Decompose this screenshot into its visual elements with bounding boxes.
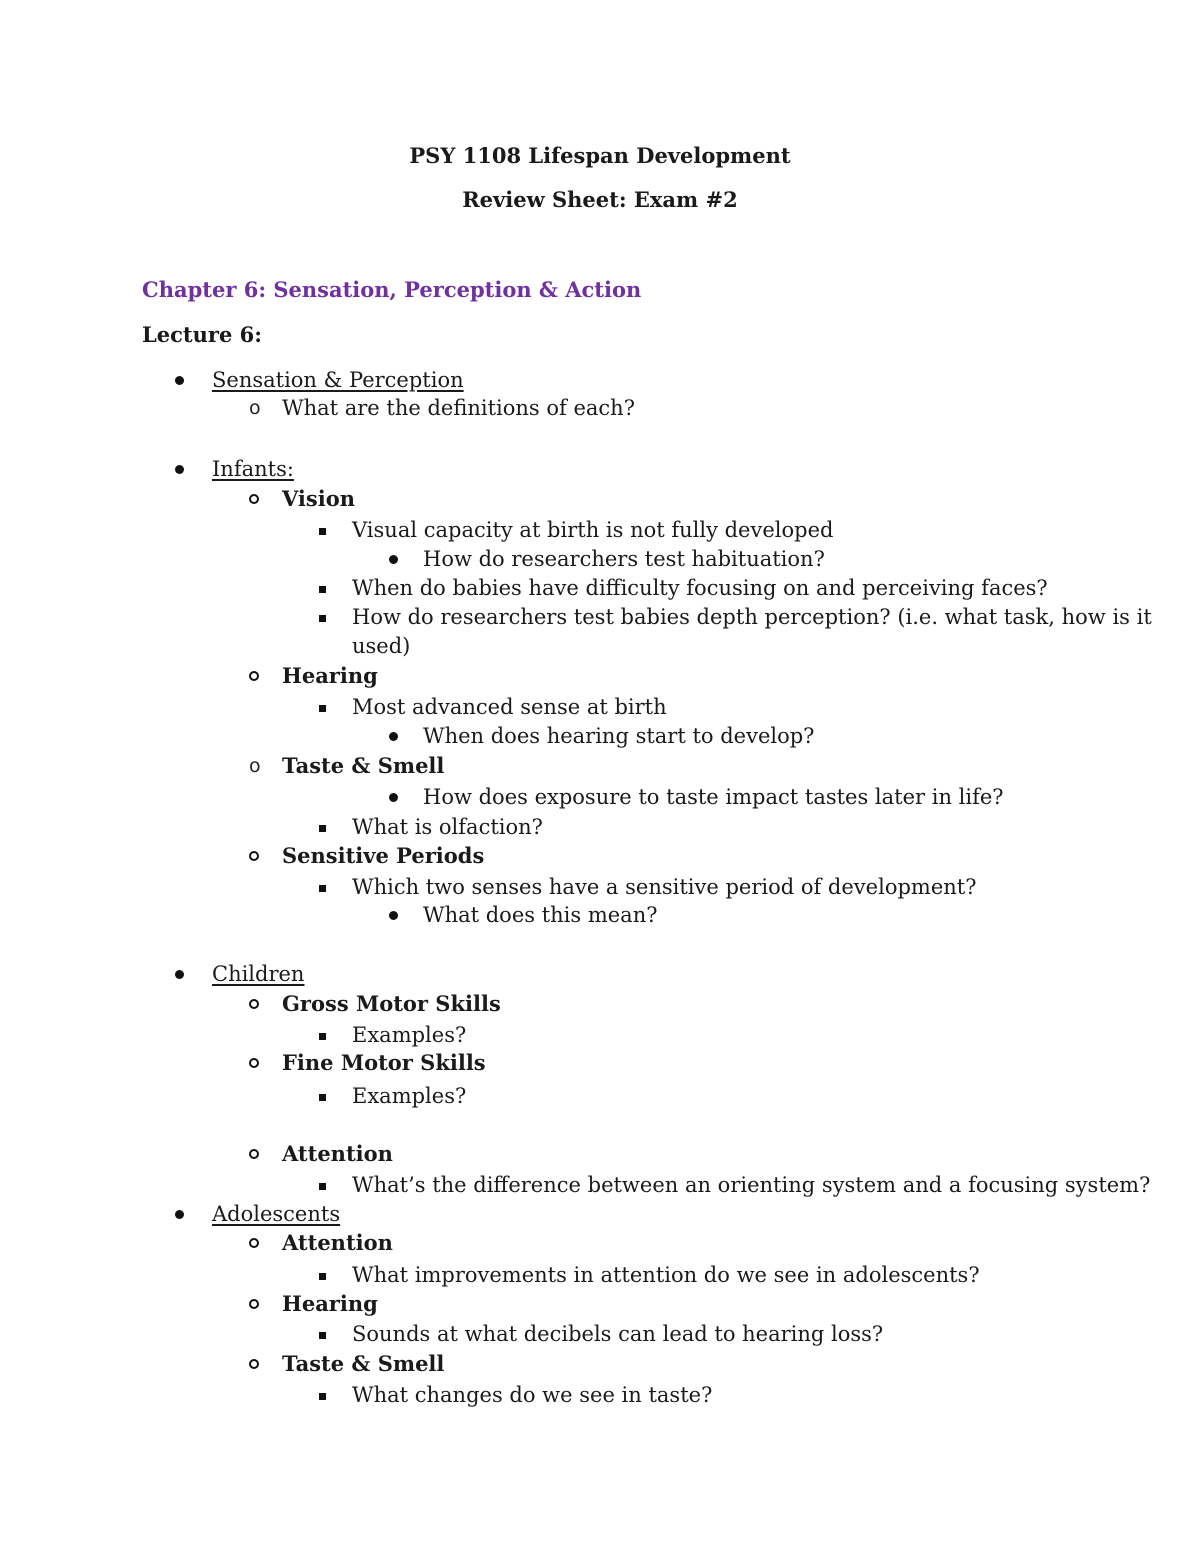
bullet-dot-icon <box>175 1200 184 1228</box>
subtopic-attention: Attention <box>282 1141 393 1166</box>
chapter-heading: Chapter 6: Sensation, Perception & Action <box>142 277 642 302</box>
list-item: What changes do we see in taste? <box>352 1383 713 1407</box>
bullet-ring-icon: o <box>249 755 261 777</box>
list-item-continuation: used) <box>352 634 411 658</box>
bullet-dot-icon <box>175 455 184 483</box>
bullet-dot-icon <box>389 545 398 573</box>
list-item: When do babies have difficulty focusing on and perceiving faces? <box>352 576 1048 600</box>
bullet-square-icon <box>319 1171 326 1199</box>
topic-sensation-perception: Sensation & Perception <box>212 368 464 392</box>
subtopic-sensitive-periods: Sensitive Periods <box>282 843 485 868</box>
lecture-label: Lecture 6: <box>142 322 262 347</box>
list-item: What’s the difference between an orienting system and a focusing system? <box>352 1173 1151 1197</box>
list-item: How do researchers test habituation? <box>423 547 825 571</box>
course-title: PSY 1108 Lifespan Development <box>409 143 791 168</box>
topic-infants: Infants: <box>212 457 294 481</box>
subtopic-vision: Vision <box>282 486 355 511</box>
bullet-ring-icon <box>249 1350 259 1378</box>
topic-children: Children <box>212 962 305 986</box>
bullet-square-icon <box>319 1082 326 1110</box>
list-item: How do researchers test babies depth perception? (i.e. what task, how is it <box>352 605 1152 629</box>
bullet-square-icon <box>319 813 326 841</box>
subtopic-gross-motor: Gross Motor Skills <box>282 991 501 1016</box>
bullet-square-icon <box>319 603 326 631</box>
list-item: What improvements in attention do we see in adolescents? <box>352 1263 980 1287</box>
bullet-square-icon <box>319 873 326 901</box>
list-item: When does hearing start to develop? <box>423 724 815 748</box>
bullet-ring-icon <box>249 1229 259 1257</box>
bullet-ring-icon <box>249 662 259 690</box>
bullet-dot-icon <box>175 366 184 394</box>
bullet-ring-icon <box>249 1049 259 1077</box>
topic-adolescents: Adolescents <box>212 1202 341 1226</box>
subtopic-hearing: Hearing <box>282 663 378 688</box>
subtopic-hearing: Hearing <box>282 1291 378 1316</box>
list-item: Most advanced sense at birth <box>352 695 667 719</box>
bullet-dot-icon <box>175 960 184 988</box>
bullet-ring-icon <box>249 1140 259 1168</box>
bullet-square-icon <box>319 1021 326 1049</box>
bullet-dot-icon <box>389 901 398 929</box>
list-item: Examples? <box>352 1023 467 1047</box>
bullet-square-icon <box>319 1320 326 1348</box>
subtopic-taste-smell: Taste & Smell <box>282 1351 445 1376</box>
bullet-square-icon <box>319 574 326 602</box>
list-item: Which two senses have a sensitive period of development? <box>352 875 977 899</box>
list-item: Sounds at what decibels can lead to hearing loss? <box>352 1322 884 1346</box>
bullet-square-icon <box>319 516 326 544</box>
bullet-square-icon <box>319 1261 326 1289</box>
bullet-square-icon <box>319 1381 326 1409</box>
bullet-ring-icon <box>249 842 259 870</box>
list-item: Examples? <box>352 1084 467 1108</box>
list-item: What does this mean? <box>423 903 658 927</box>
bullet-ring-icon <box>249 1290 259 1318</box>
bullet-ring-icon <box>249 990 259 1018</box>
bullet-ring-icon: o <box>249 397 261 419</box>
list-item: What are the definitions of each? <box>282 396 635 420</box>
list-item: What is olfaction? <box>352 815 543 839</box>
list-item: Visual capacity at birth is not fully developed <box>352 518 834 542</box>
bullet-square-icon <box>319 693 326 721</box>
subtopic-taste-smell: Taste & Smell <box>282 753 445 778</box>
review-sheet-subtitle: Review Sheet: Exam #2 <box>462 187 738 212</box>
subtopic-attention: Attention <box>282 1230 393 1255</box>
list-item: How does exposure to taste impact tastes later in life? <box>423 785 1004 809</box>
bullet-ring-icon <box>249 485 259 513</box>
bullet-dot-icon <box>389 722 398 750</box>
bullet-dot-icon <box>389 783 398 811</box>
subtopic-fine-motor: Fine Motor Skills <box>282 1050 486 1075</box>
